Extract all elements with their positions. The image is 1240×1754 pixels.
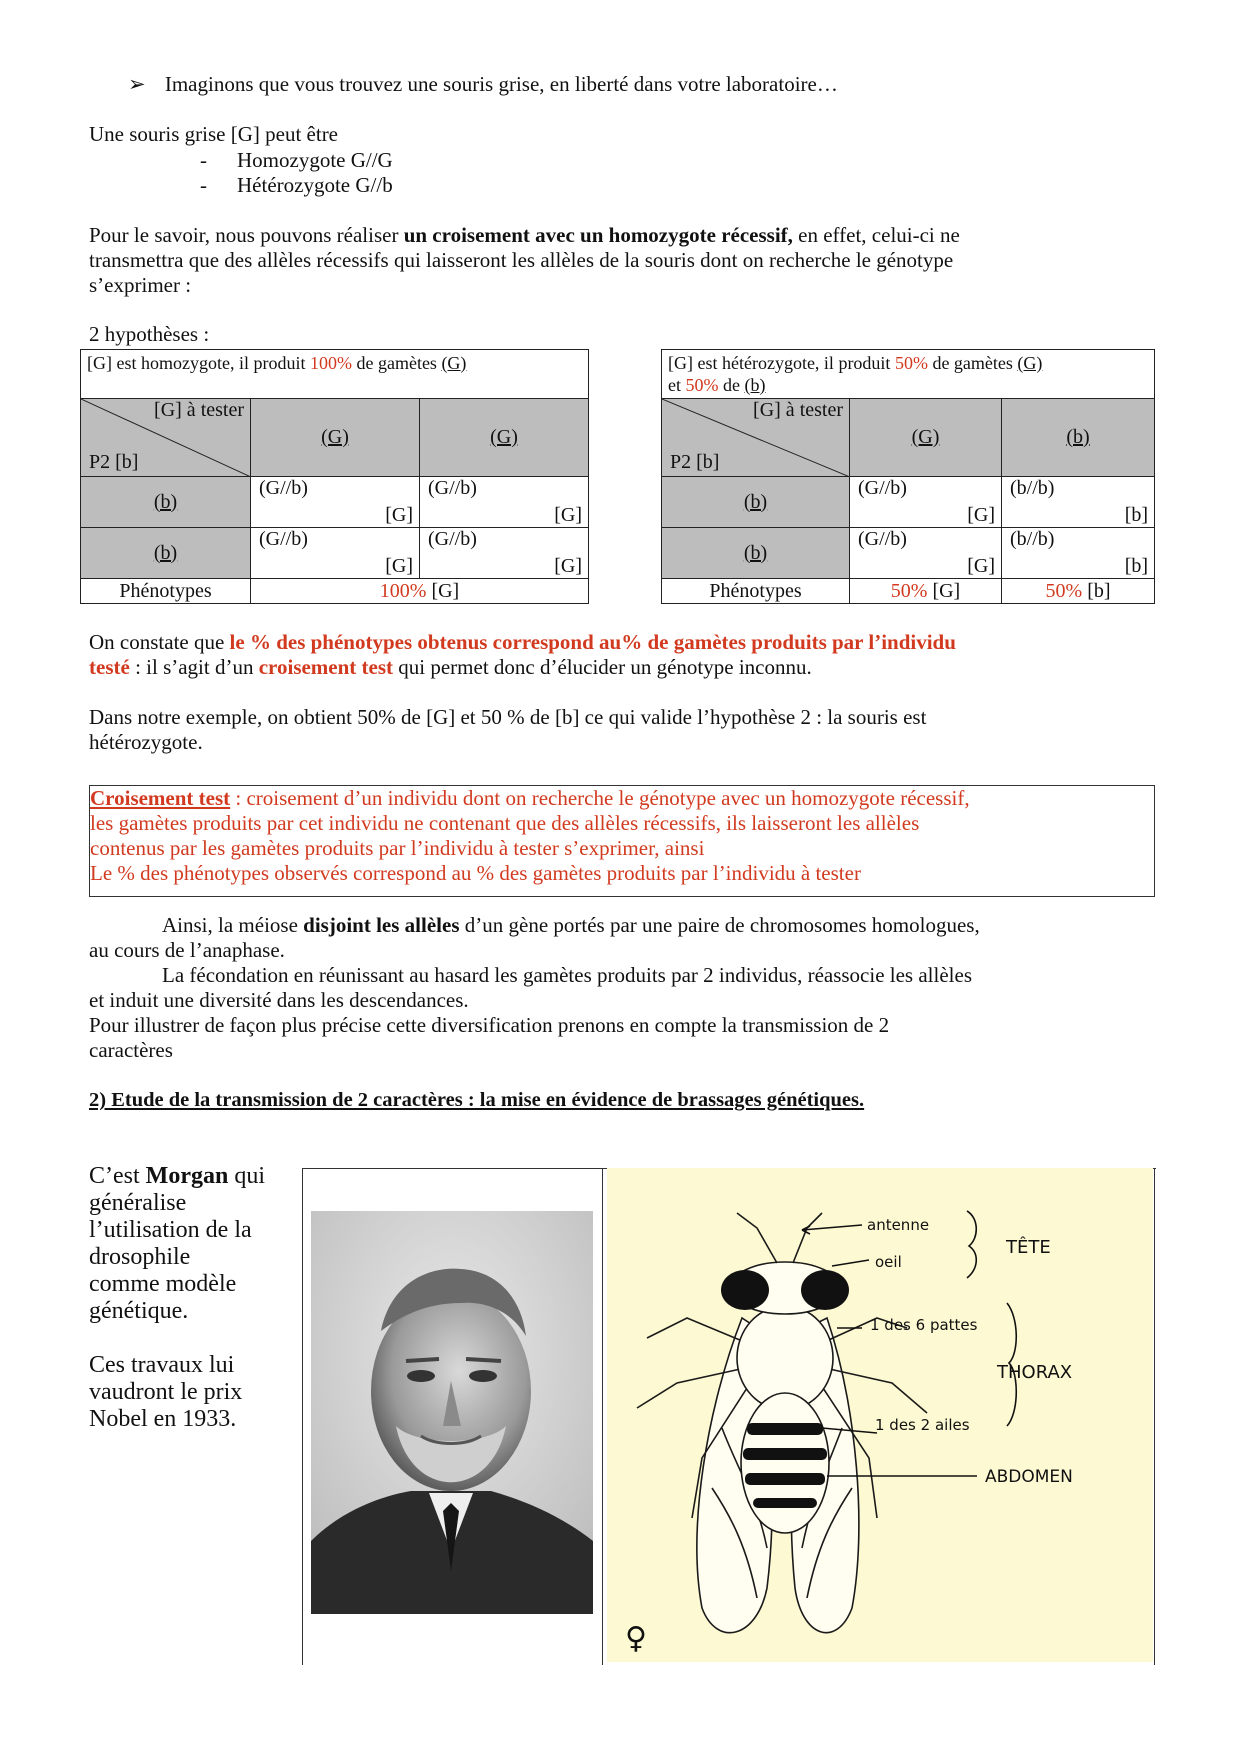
morgan-line: drosophile [89,1244,191,1270]
morgan-line: génétique. [89,1298,189,1324]
diag-bottom-label: P2 [b] [89,451,139,473]
gamete-row-header: (b) [662,528,850,579]
meiosis-line: caractères [89,1038,173,1062]
morgan-portrait-photo [311,1211,593,1614]
morgan-line: vaudront le prix [89,1379,243,1405]
meiosis-line: et induit une diversité dans les descendances. [89,988,469,1012]
gamete-row-header: (b) [81,477,251,528]
frame-divider [302,1169,303,1665]
genotype-cell: (b//b) [b] [1002,528,1155,579]
label-oeil: oeil [875,1253,902,1271]
diag-top-label: [G] à tester [154,399,244,421]
bullet-arrow-icon: ➢ [128,72,146,96]
label-thorax: THORAX [997,1362,1073,1383]
paragraph-line: transmettra que des allèles récessifs qui laisseront les allèles de la souris dont on recherche le génotype [89,248,954,272]
grey-mouse-line: Une souris grise [G] peut être [89,122,339,146]
table-header: [G] est homozygote, il produit 100% de gamètes (G) [81,350,589,399]
option-dash-1: - [200,148,207,172]
morgan-line: l’utilisation de la [89,1217,252,1243]
diagonal-header-cell [662,399,850,477]
option-dash-2: - [200,173,207,197]
conclusion-line: On constate que le % des phénotypes obtenus correspond au% de gamètes produits par l’individu [89,630,956,654]
section-title: 2) Etude de la transmission de 2 caractères : la mise en évidence de brassages génétiques. [89,1089,865,1111]
meiosis-line: Ainsi, la méiose disjoint les allèles d’un gène portés par une paire de chromosomes homologues, [162,913,980,937]
intro-line: ➢ Imaginons que vous trouvez une souris grise, en liberté dans votre laboratoire… [128,72,838,96]
phenotypes-result: 100% [G] [251,579,589,604]
phenotypes-result: 50% [G] [850,579,1002,604]
cross-table-homozygote [80,349,589,604]
cross-table-heterozygote [661,349,1155,604]
gamete-col-header: (G) [420,399,589,477]
definition-line: les gamètes produits par cet individu ne contenant que des allèles récessifs, ils laisseront les allèles [90,811,920,835]
label-antenne: antenne [867,1216,930,1234]
hypotheses-label: 2 hypothèses : [89,322,210,346]
definition-box [89,785,1155,897]
meiosis-line: Pour illustrer de façon plus précise cette diversification prenons en compte la transmission de 2 [89,1013,890,1037]
morgan-line: généralise [89,1190,187,1216]
definition-line: contenus par les gamètes produits par l’individu à tester s’exprimer, ainsi [90,836,705,860]
fly-eye [721,1270,769,1310]
morgan-line: C’est Morgan qui [89,1163,265,1189]
drosophila-diagram [607,1168,1153,1662]
label-patte: 1 des 6 pattes [870,1316,978,1334]
genotype-cell: (G//b) [G] [420,477,589,528]
gamete-col-header: (G) [850,399,1002,477]
morgan-line: Nobel en 1933. [89,1406,237,1432]
genotype-cell: (b//b) [b] [1002,477,1155,528]
frame-divider [1154,1169,1155,1665]
genotype-cell: (G//b) [G] [251,477,420,528]
example-line: hétérozygote. [89,730,203,754]
diagonal-header-cell [81,399,251,477]
meiosis-line: au cours de l’anaphase. [89,938,285,962]
morgan-line: Ces travaux lui [89,1352,235,1378]
option-heterozygote: Hétérozygote G//b [237,173,393,197]
example-line: Dans notre exemple, on obtient 50% de [G] et 50 % de [b] ce qui valide l’hypothèse 2 : la souris est [89,705,927,729]
definition-line: Le % des phénotypes observés correspond au % des gamètes produits par l’individu à tester [90,861,861,885]
genotype-cell: (G//b) [G] [850,477,1002,528]
conclusion-line: testé : il s’agit d’un croisement test qui permet donc d’élucider un génotype inconnu. [89,655,812,679]
phenotypes-result: 50% [b] [1002,579,1155,604]
genotype-cell: (G//b) [G] [420,528,589,579]
table-header: [G] est hétérozygote, il produit 50% de gamètes (G) et 50% de (b) [662,350,1155,399]
paragraph-line: s’exprimer : [89,273,192,297]
genotype-cell: (G//b) [G] [251,528,420,579]
gamete-col-header: (b) [1002,399,1155,477]
frame-divider [602,1169,603,1665]
female-symbol-icon: ♀ [625,1621,647,1656]
genotype-cell: (G//b) [G] [850,528,1002,579]
phenotypes-label: Phénotypes [81,579,251,604]
definition-term: Croisement test [90,786,231,810]
paragraph-line: Pour le savoir, nous pouvons réaliser un croisement avec un homozygote récessif, en effet, celui-ci ne [89,223,960,247]
meiosis-line: La fécondation en réunissant au hasard les gamètes produits par 2 individus, réassocie les allèles [162,963,972,987]
morgan-line: comme modèle [89,1271,237,1297]
diag-bottom-label: P2 [b] [670,451,720,473]
definition-line: Croisement test : croisement d’un individu dont on recherche le génotype avec un homozygote récessif, [90,786,970,810]
gamete-col-header: (G) [251,399,420,477]
option-homozygote: Homozygote G//G [237,148,393,172]
gamete-row-header: (b) [81,528,251,579]
label-tete: TÊTE [1006,1237,1051,1258]
diag-top-label: [G] à tester [753,399,843,421]
label-aile: 1 des 2 ailes [875,1416,970,1434]
gamete-row-header: (b) [662,477,850,528]
diagram-background [607,1168,1153,1662]
phenotypes-label: Phénotypes [662,579,850,604]
fly-eye [801,1270,849,1310]
label-abdomen: ABDOMEN [985,1467,1073,1487]
